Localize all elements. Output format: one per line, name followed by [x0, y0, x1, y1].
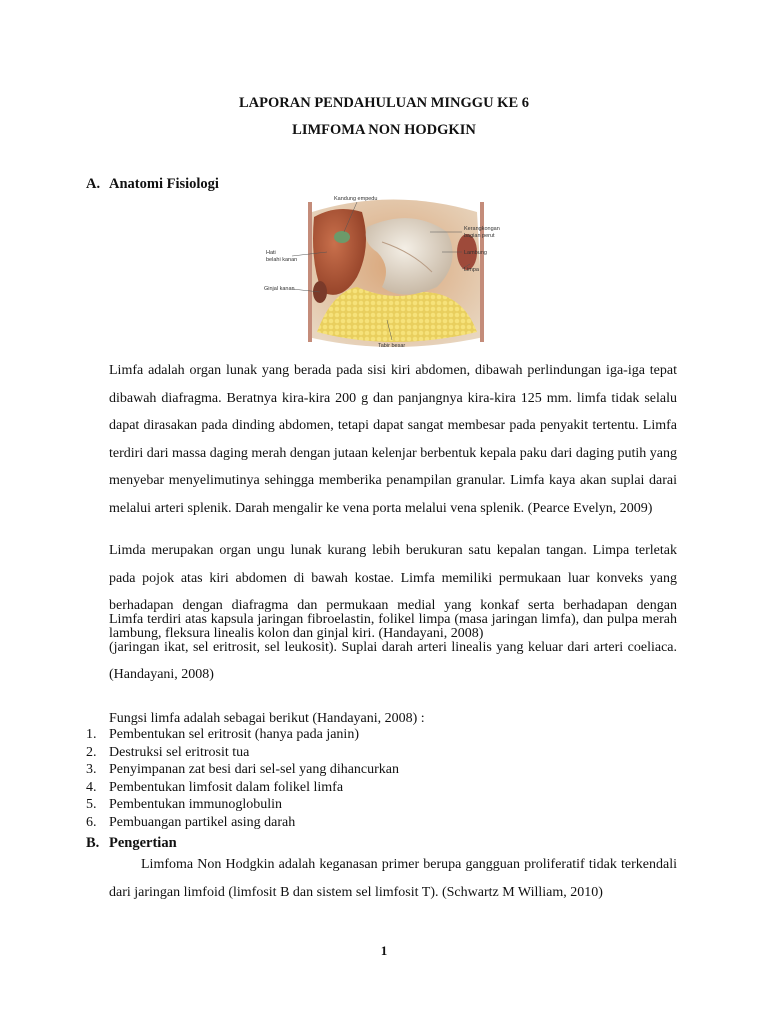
report-title: LAPORAN PENDAHULUAN MINGGU KE 6	[239, 95, 529, 111]
list-item: 1. Pembentukan sel eritrosit (hanya pada janin)	[86, 727, 359, 742]
paragraph-definition: Limfoma Non Hodgkin adalah keganasan primer berupa gangguan proliferatif tidak terkendali dari jaringan limfoid (limfosit B dan sistem sel limfosit T). (Schwartz M William, 2010)	[109, 857, 677, 900]
section-b-heading	[86, 835, 177, 852]
label-kerangkongan-sub: bagian perut	[464, 233, 495, 239]
report-subtitle: LIMFOMA NON HODGKIN	[292, 122, 476, 138]
gallbladder	[334, 231, 350, 243]
label-kandung-empedu: Kandung empedu	[334, 196, 378, 202]
label-hati-sub: belahi kanan	[266, 257, 298, 263]
label-tabir-besar: Tabir besar	[378, 343, 406, 349]
list-item: 2. Destruksi sel eritrosit tua	[86, 744, 250, 760]
label-lambung: Lambung	[464, 250, 487, 256]
paragraph-anatomy-1: Limfa adalah organ lunak yang berada pada sisi kiri abdomen, dibawah perlindungan iga-iga tepat dibawah diafragma. Beratnya kira-kira 200 g dan panjangnya kira-kira 125 mm. limfa tidak selalu dapat dirasakan pada dinding abdomen, tetapi dapat sangat membesar pada penyakit tertentu. Limfa terdiri dari massa daging merah dengan jutaan kelenjar berbentuk kepala paku dari daging putih yang menyebar menyelimutinya sehingga memberika penampilan granular. Limfa kaya akan suplai darai melalui arteri splenik. Darah mengalir ke vena porta melalui vena splenik. (Pearce Evelyn, 2009)	[109, 363, 677, 516]
section-a-heading	[86, 176, 219, 193]
list-item: 6. Pembuangan partikel asing darah	[86, 814, 296, 830]
paragraph-functions-intro: Fungsi limfa adalah sebagai berikut (Handayani, 2008) :	[109, 711, 425, 726]
section-a-letter: A.	[86, 176, 101, 192]
section-b-title: Pengertian	[109, 835, 177, 851]
list-item: 3. Penyimpanan zat besi dari sel-sel yang dihancurkan	[86, 762, 400, 778]
label-hati: Hati	[266, 250, 276, 256]
functions-list	[86, 726, 399, 832]
label-limpa: Limpa	[464, 267, 479, 273]
list-item: 5. Pembentukan immunoglobulin	[86, 797, 283, 813]
anatomy-illustration	[262, 192, 524, 354]
paragraph-anatomy-3: Limfa terdiri atas kapsula jaringan fibroelastin, folikel limpa (masa jaringan limfa), dan pulpa merah (jaringan ikat, sel eritrosit, sel leukosit). Suplai darah arteri linealis yang keluar dari arteri coeliaca. (Handayani, 2008)	[109, 612, 677, 682]
section-a-title: Anatomi Fisiologi	[109, 176, 219, 192]
section-b-letter: B.	[86, 835, 100, 851]
list-item: 4. Pembentukan limfosit dalam folikel limfa	[86, 779, 344, 795]
label-kerangkongan: Kerangkongan	[464, 226, 500, 232]
label-ginjal-kanan: Ginjal kanan	[264, 286, 295, 292]
paragraph-anatomy-2: Limda merupakan organ ungu lunak kurang lebih berukuran satu kepalan tangan. Limpa terletak pada pojok atas kiri abdomen di bawah kostae. Limfa memiliki permukaan luar konveks yang berhadapan dengan diafragma dan permukaan medial yang konkaf serta berhadapan dengan lambung, fleksura linealis kolon dan ginjal kiri. (Handayani, 2008)	[109, 543, 677, 641]
page-number: 1	[380, 943, 388, 958]
